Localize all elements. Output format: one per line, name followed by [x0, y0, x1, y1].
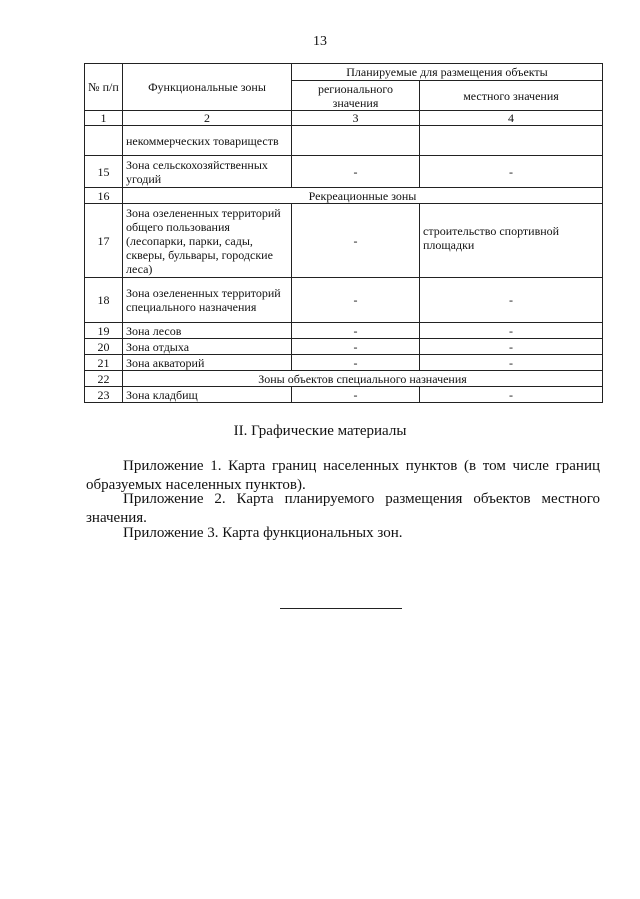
- header-local: местного значения: [420, 81, 603, 111]
- section-label: Рекреационные зоны: [123, 188, 603, 204]
- row-num: 18: [85, 278, 123, 323]
- table-row: [85, 126, 603, 156]
- row-zone: Зона акваторий: [123, 355, 292, 371]
- row-zone: Зона кладбищ: [123, 387, 292, 403]
- table-row: [85, 323, 603, 339]
- row-num: 23: [85, 387, 123, 403]
- table-header-row: [85, 64, 603, 81]
- table-row: [85, 387, 603, 403]
- end-divider: [280, 608, 402, 609]
- row-local: -: [420, 387, 603, 403]
- table-row: [85, 204, 603, 278]
- row-local: -: [420, 355, 603, 371]
- table-row: [85, 278, 603, 323]
- row-num: 15: [85, 156, 123, 188]
- row-local: -: [420, 339, 603, 355]
- table-row: [85, 355, 603, 371]
- paragraph-appendix-3: [86, 524, 600, 543]
- table-section-row: [85, 371, 603, 387]
- table-row: [85, 156, 603, 188]
- paragraph-appendix-2: [86, 490, 600, 528]
- row-local: -: [420, 323, 603, 339]
- row-regional: -: [292, 156, 420, 188]
- header-num: № п/п: [85, 64, 123, 111]
- page-number: 13: [313, 34, 327, 49]
- col-number: 2: [123, 111, 292, 126]
- row-regional: -: [292, 387, 420, 403]
- row-regional: -: [292, 204, 420, 278]
- col-number: 4: [420, 111, 603, 126]
- row-num: 17: [85, 204, 123, 278]
- row-num: 21: [85, 355, 123, 371]
- section-title: II. Графические материалы: [233, 423, 407, 439]
- row-zone: Зона лесов: [123, 323, 292, 339]
- table-row: [85, 339, 603, 355]
- row-regional: -: [292, 278, 420, 323]
- row-regional: -: [292, 323, 420, 339]
- row-zone: некоммерческих товариществ: [123, 126, 292, 156]
- row-zone: Зона сельскохозяйственных угодий: [123, 156, 292, 188]
- header-zones: Функциональные зоны: [123, 64, 292, 111]
- header-planned: Планируемые для размещения объекты: [292, 64, 603, 81]
- col-number: 3: [292, 111, 420, 126]
- row-local: -: [420, 278, 603, 323]
- row-num: 19: [85, 323, 123, 339]
- row-num: [85, 126, 123, 156]
- row-zone: Зона озелененных территорий общего пользования (лесопарки, парки, сады, скверы, бульвары, городские леса): [123, 204, 292, 278]
- paragraph-text: Приложение 2. Карта планируемого размещения объектов местного значения.: [86, 491, 600, 526]
- row-zone: Зона отдыха: [123, 339, 292, 355]
- col-number: 1: [85, 111, 123, 126]
- functional-zones-table: [84, 63, 603, 403]
- column-numbers-row: [85, 111, 603, 126]
- row-num: 22: [85, 371, 123, 387]
- row-zone: Зона озелененных территорий специального назначения: [123, 278, 292, 323]
- row-num: 20: [85, 339, 123, 355]
- section-label: Зоны объектов специального назначения: [123, 371, 603, 387]
- row-regional: -: [292, 355, 420, 371]
- table-section-row: [85, 188, 603, 204]
- row-local: [420, 126, 603, 156]
- row-local: строительство спортивной площадки: [420, 204, 603, 278]
- paragraph-text: Приложение 1. Карта границ населенных пунктов (в том числе границ образуемых населенных пунктов).: [86, 458, 600, 493]
- header-regional: регионального значения: [292, 81, 420, 111]
- row-regional: [292, 126, 420, 156]
- row-regional: -: [292, 339, 420, 355]
- row-num: 16: [85, 188, 123, 204]
- paragraph-text: Приложение 3. Карта функциональных зон.: [123, 525, 403, 541]
- row-local: -: [420, 156, 603, 188]
